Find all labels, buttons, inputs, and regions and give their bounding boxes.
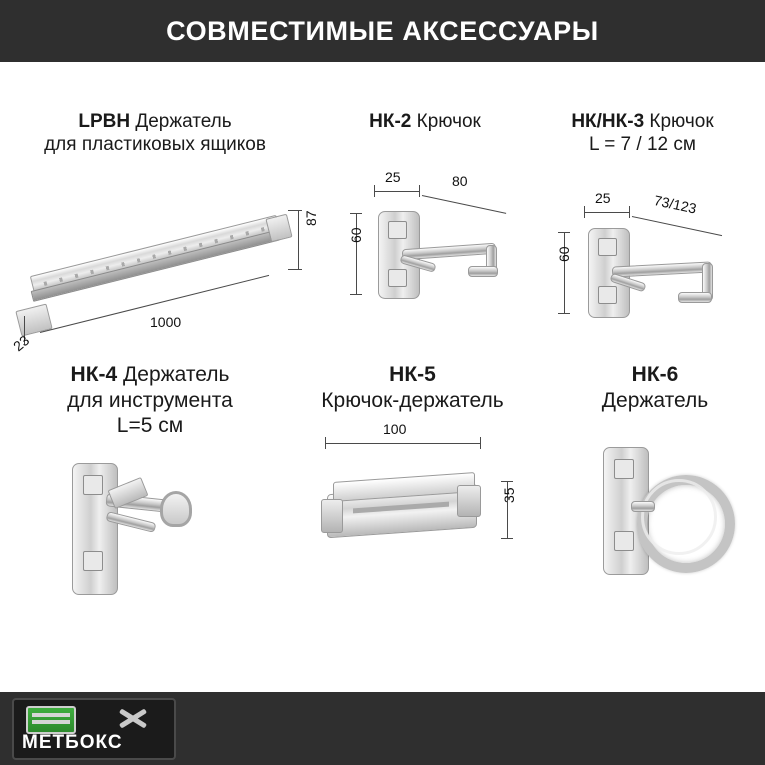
toolbox-icon [26, 706, 76, 734]
dim-1000-label: 1000 [150, 314, 182, 331]
nk2-dim-25-label: 25 [385, 169, 401, 186]
item-nk3-figure [530, 156, 755, 356]
item-nk5[interactable] [285, 362, 540, 603]
nk6-ring-highlight [641, 479, 717, 555]
poster-header [0, 0, 765, 62]
item-nk6-caption [555, 362, 755, 413]
page-title: СОВМЕСТИМЫЕ АКСЕССУАРЫ [166, 15, 599, 46]
nk4-slot-bottom [83, 551, 103, 571]
nk2-dim-25-tick-r [419, 185, 420, 197]
nk3-dim-60-tick-b [558, 313, 570, 314]
nk2-slot-bottom [388, 269, 407, 287]
item-nk4-code: НК-4 [70, 363, 118, 386]
item-nk3-code: НК/НК-3 [571, 111, 645, 132]
wrench-icon [110, 704, 164, 732]
nk6-ring-mount [631, 501, 655, 512]
item-nk6-name-1: Держатель [601, 388, 709, 412]
items-grid [0, 62, 765, 692]
nk2-dim-60-tick-t [350, 213, 362, 214]
nk5-dim-100-tick-l [325, 437, 326, 449]
item-nk5-code: НК-5 [389, 363, 436, 386]
item-lpbh-code: LPBH [78, 111, 131, 132]
rail-right-end [265, 214, 292, 243]
brand-name: МЕТБОКС [22, 731, 123, 753]
item-nk5-figure [285, 413, 540, 603]
nk3-dim-60-tick-t [558, 232, 570, 233]
item-nk3[interactable] [530, 110, 755, 356]
item-nk6[interactable] [555, 362, 755, 603]
nk5-dim-35-label: 35 [501, 487, 517, 504]
item-nk2-name-1: Крючок [416, 111, 481, 132]
item-nk6-code: НК-6 [631, 363, 679, 386]
nk2-dim-60-label: 60 [348, 227, 364, 244]
nk3-hook-foot [678, 292, 712, 303]
nk3-dim-len-label: 73/123 [652, 192, 698, 217]
nk3-dim-60-label: 60 [556, 246, 572, 263]
nk4-slot-top [83, 475, 103, 495]
item-lpbh-name-1: Держатель [135, 111, 232, 132]
brand-logo[interactable] [12, 698, 176, 760]
nk3-dim-25-line [584, 212, 630, 213]
nk3-dim-25-label: 25 [595, 190, 611, 207]
item-nk6-figure [555, 413, 755, 603]
nk2-dim-60-tick-b [350, 294, 362, 295]
item-nk2[interactable] [330, 110, 520, 333]
rail-perforations [44, 227, 266, 286]
nk2-dim-25-line [374, 191, 420, 192]
item-lpbh[interactable] [10, 110, 319, 366]
nk5-dim-100-tick-r [480, 437, 481, 449]
nk2-hook-foot [468, 266, 498, 277]
item-nk4[interactable] [10, 362, 290, 629]
nk5-right-end [457, 485, 481, 517]
nk2-dim-25-tick-l [374, 185, 375, 197]
nk5-dim-100-label: 100 [383, 421, 407, 438]
item-nk2-caption [330, 110, 520, 133]
nk3-slot-bottom [598, 286, 617, 304]
item-nk4-name-2: для инструмента [67, 388, 233, 412]
nk6-slot-top [614, 459, 634, 479]
dim-87-label: 87 [303, 210, 319, 227]
item-nk2-code: НК-2 [369, 111, 412, 132]
nk2-slot-top [388, 221, 407, 239]
item-nk4-figure [10, 439, 290, 629]
nk5-dim-35-tick-b [501, 538, 513, 539]
nk3-dim-len-line [632, 216, 722, 236]
nk2-dim-80-line [422, 195, 506, 214]
nk4-clamp-jaw [160, 491, 192, 527]
item-nk5-name-1: Крючок-держатель [321, 388, 504, 412]
nk5-left-end [321, 499, 343, 533]
item-nk3-caption [530, 110, 755, 156]
item-nk3-name-2: L = 7 / 12 см [589, 134, 696, 156]
item-nk5-caption [285, 362, 540, 413]
item-nk4-caption [10, 362, 290, 439]
poster-footer [0, 692, 765, 765]
nk3-dim-25-tick-l [584, 206, 585, 218]
nk3-slot-top [598, 238, 617, 256]
nk6-slot-bottom [614, 531, 634, 551]
nk5-dim-35-tick-t [501, 481, 513, 482]
nk3-dim-25-tick-r [629, 206, 630, 218]
nk2-dim-80-label: 80 [452, 173, 468, 190]
item-nk3-name-1: Крючок [649, 111, 714, 132]
nk2-dim-60-line [356, 213, 357, 295]
dim-87-line [298, 210, 299, 270]
item-nk2-figure [330, 133, 520, 333]
item-nk4-name-3: L=5 см [116, 414, 184, 438]
nk5-dim-100-line [325, 443, 481, 444]
item-lpbh-figure [10, 156, 319, 366]
item-nk4-name-1: Держатель [123, 363, 230, 386]
dim-87-tick-bottom [288, 269, 302, 270]
item-lpbh-name-2: для пластиковых ящиков [44, 134, 266, 156]
dim-23-label: 23 [10, 332, 33, 355]
dim-87-tick-top [288, 210, 302, 211]
nk3-dim-60-line [564, 232, 565, 314]
item-lpbh-caption [10, 110, 300, 156]
